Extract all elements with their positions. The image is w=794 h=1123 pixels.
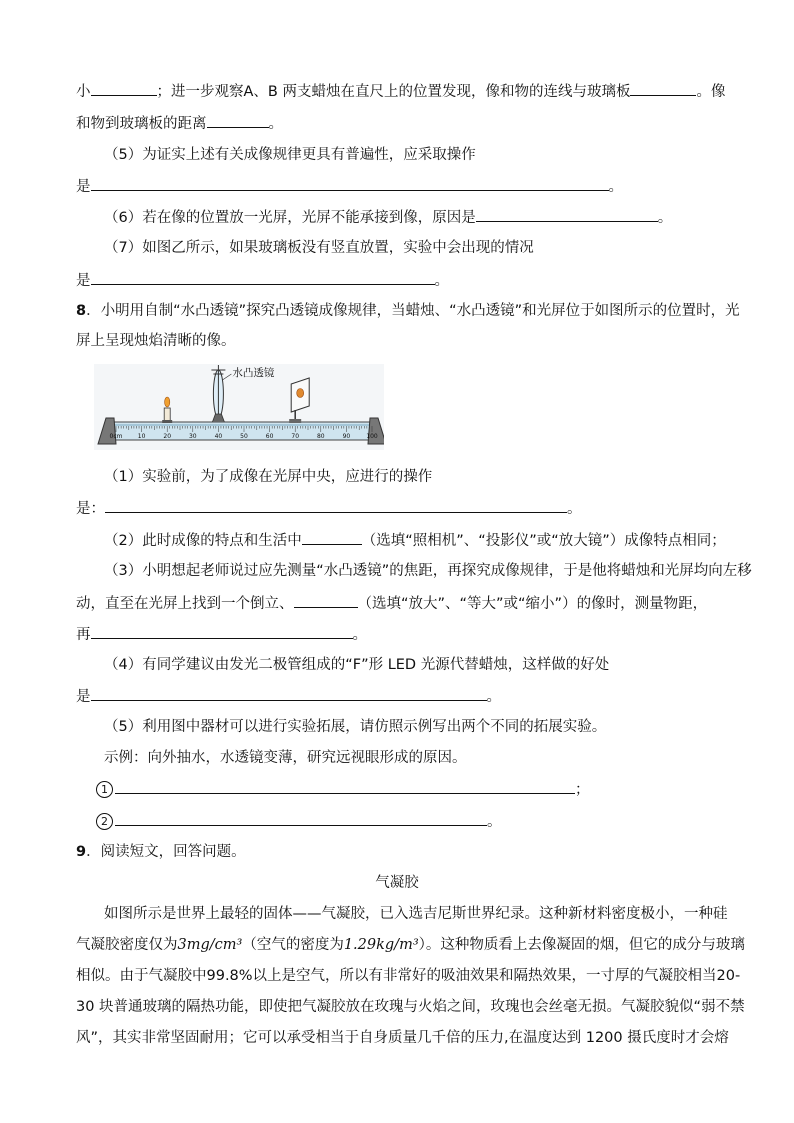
scale-label: 60 bbox=[265, 433, 274, 440]
q8-stem-line1 bbox=[76, 301, 740, 321]
answer-blank[interactable] bbox=[91, 624, 353, 639]
q8-part4-answer bbox=[76, 686, 501, 707]
q8-part3-line2 bbox=[76, 593, 707, 614]
answer-blank[interactable] bbox=[91, 81, 157, 96]
text: ）。这种物质看上去像凝固的烟，但它的成分与玻璃 bbox=[418, 937, 745, 953]
scale-label: 90 bbox=[342, 433, 351, 440]
q8-part4: （4）有同学建议由发光二极管组成的“F”形 LED 光源代替蜡烛，这样做的好处 bbox=[104, 657, 610, 673]
article-title: 气凝胶 bbox=[375, 875, 419, 891]
text: 。 bbox=[487, 814, 502, 830]
q7-part7-answer bbox=[76, 270, 449, 291]
scale-label: 100 bbox=[366, 433, 378, 440]
text: 。像 bbox=[696, 84, 726, 100]
text: （2）此时成像的特点和生活中 bbox=[104, 533, 302, 549]
text: 是 bbox=[76, 689, 91, 705]
scale-label: 50 bbox=[240, 433, 248, 440]
text: ；进一步观察A、B 两支蜡烛在直尺上的位置发现，像和物的连线与玻璃板 bbox=[156, 84, 631, 100]
q8-part5: （5）利用图中器材可以进行实验拓展，请仿照示例写出两个不同的拓展实验。 bbox=[104, 719, 607, 735]
q9-stem bbox=[76, 842, 246, 862]
question-number: 9 bbox=[76, 844, 87, 860]
answer-blank[interactable] bbox=[115, 779, 575, 794]
optical-bench-figure bbox=[94, 362, 384, 454]
q8-example: 示例：向外抽水，水透镜变薄，研究远视眼形成的原因。 bbox=[104, 750, 467, 766]
math-air-density: 1.29kg/m³ bbox=[343, 937, 419, 953]
screen-base bbox=[289, 419, 301, 423]
answer-blank[interactable] bbox=[294, 593, 358, 608]
answer-blank[interactable] bbox=[91, 270, 435, 285]
q7-part6 bbox=[104, 207, 672, 228]
text: 。 bbox=[486, 689, 501, 705]
scale-label: 30 bbox=[188, 433, 197, 440]
answer-blank[interactable] bbox=[91, 686, 487, 701]
scale-label: 20 bbox=[163, 433, 172, 440]
q7-part5-answer bbox=[76, 176, 623, 197]
text: （选填“放大”、“等大”或“缩小”）的像时，测量物距， bbox=[357, 596, 708, 612]
q7-part5: （5）为证实上述有关成像规律更具有普遍性，应采取操作 bbox=[104, 147, 476, 163]
candle-body bbox=[164, 408, 170, 422]
text: 气凝胶密度仅为 bbox=[76, 937, 178, 953]
lens-label: 水凸透镜 bbox=[232, 367, 275, 379]
text: ．阅读短文，回答问题。 bbox=[86, 844, 246, 860]
q8-stem-line2: 屏上呈现烛焰清晰的像。 bbox=[76, 333, 236, 349]
scale-label: 40 bbox=[214, 433, 223, 440]
text: 动，直至在光屏上找到一个倒立、 bbox=[76, 596, 294, 612]
scale-label: 10 bbox=[137, 433, 146, 440]
article-line4: 30 块普通玻璃的隔热功能，即使把气凝胶放在玫瑰与火焰之间，玫瑰也会丝毫无损。气凝胶貌似“弱不禁 bbox=[76, 999, 745, 1015]
q8-part2 bbox=[104, 530, 726, 551]
q8-extension-1 bbox=[96, 779, 590, 800]
text: ．小明用自制“水凸透镜”探究凸透镜成像规律，当蜡烛、“水凸透镜”和光屏位于如图所示的位置时，光 bbox=[86, 303, 740, 319]
text: 。 bbox=[608, 179, 623, 195]
text: 。 bbox=[434, 273, 449, 289]
scale-label: 70 bbox=[291, 433, 300, 440]
article-line3: 相似。由于气凝胶中99.8%以上是空气，所以有非常好的吸油效果和隔热效果，一寸厚的气凝胶相当20- bbox=[76, 968, 741, 984]
q8-part1: （1）实验前，为了成像在光屏中央，应进行的操作 bbox=[104, 469, 433, 485]
text: 是： bbox=[76, 501, 105, 517]
circled-number: 1 bbox=[96, 781, 113, 798]
text: ； bbox=[575, 782, 590, 798]
answer-blank[interactable] bbox=[476, 207, 658, 222]
text: 和物到玻璃板的距离 bbox=[76, 116, 207, 132]
text: 。 bbox=[268, 116, 283, 132]
article-line5: 风”，其实非常坚固耐用；它可以承受相当于自身质量几千倍的压力,在温度达到 1200 摄氏度时才会熔 bbox=[76, 1030, 729, 1046]
scale-label: 0cm bbox=[109, 433, 123, 440]
answer-blank[interactable] bbox=[207, 113, 269, 128]
text: （选填“照相机”、“投影仪”或“放大镜”）成像特点相同； bbox=[361, 533, 726, 549]
q8-part1-answer bbox=[76, 498, 582, 519]
q7-line1 bbox=[76, 81, 725, 102]
text: 。 bbox=[657, 210, 673, 226]
article-line2 bbox=[76, 935, 745, 955]
scale-label: 80 bbox=[316, 433, 325, 440]
candle-flame bbox=[165, 397, 170, 407]
q7-part7: （7）如图乙所示，如果玻璃板没有竖直放置，实验中会出现的情况 bbox=[104, 240, 534, 256]
text: （6）若在像的位置放一光屏，光屏不能承接到像，原因是 bbox=[104, 210, 476, 226]
flame-image bbox=[297, 389, 304, 398]
text: 。 bbox=[567, 501, 582, 517]
q8-part3-line3 bbox=[76, 624, 367, 645]
candle-holder bbox=[162, 420, 172, 423]
circled-number: 2 bbox=[96, 813, 113, 830]
text: （空气的密度为 bbox=[242, 937, 344, 953]
q7-line2 bbox=[76, 113, 283, 134]
optical-bench-svg bbox=[94, 362, 384, 450]
math-density: 3mg/cm³ bbox=[177, 937, 243, 953]
answer-blank[interactable] bbox=[630, 81, 696, 96]
q8-extension-2 bbox=[96, 811, 502, 832]
text: 是 bbox=[76, 179, 91, 195]
answer-blank[interactable] bbox=[302, 530, 362, 545]
article-line1: 如图所示是世界上最轻的固体——气凝胶，已入选吉尼斯世界纪录。这种新材料密度极小，一种硅 bbox=[104, 906, 728, 922]
text: 。 bbox=[352, 627, 367, 643]
text: 再 bbox=[76, 627, 91, 643]
answer-blank[interactable] bbox=[115, 811, 487, 826]
q8-part3-line1: （3）小明想起老师说过应先测量“水凸透镜”的焦距，再探究成像规律，于是他将蜡烛和光屏均向左移 bbox=[104, 563, 752, 579]
text: 是 bbox=[76, 273, 91, 289]
answer-blank[interactable] bbox=[105, 498, 567, 513]
question-number: 8 bbox=[76, 303, 87, 319]
text: 小 bbox=[76, 84, 91, 100]
answer-blank[interactable] bbox=[91, 176, 609, 191]
